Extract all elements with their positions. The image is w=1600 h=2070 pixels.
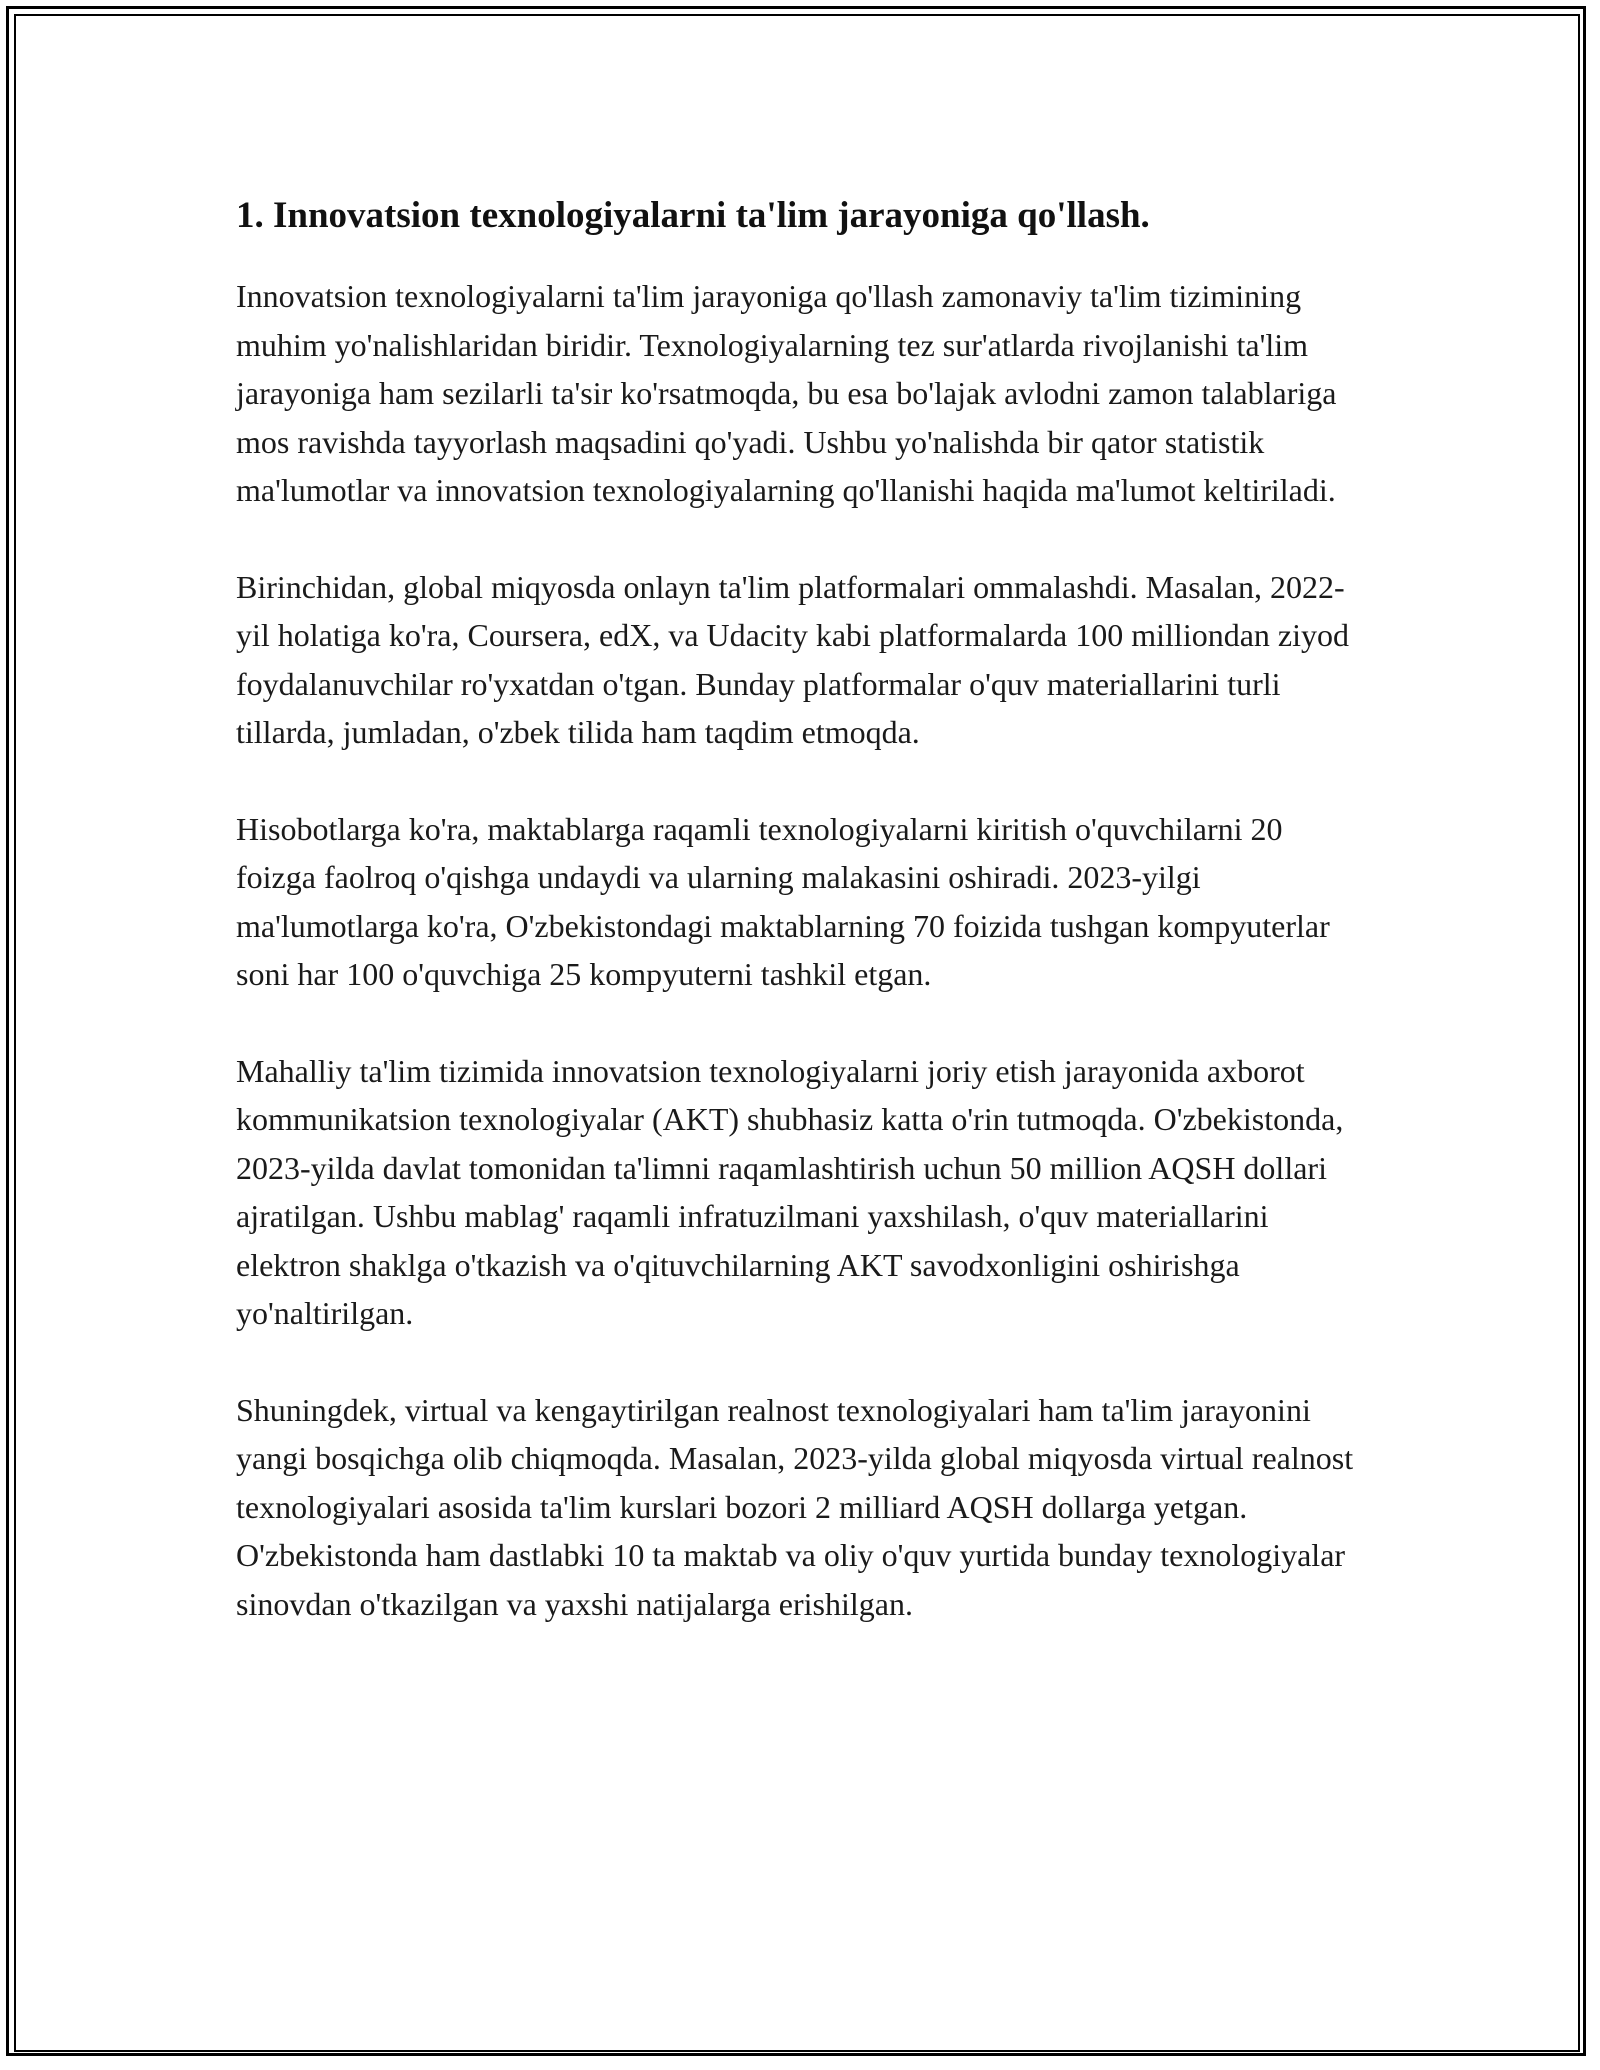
paragraph-vr-ar: Shuningdek, virtual va kengaytirilgan realnost texnologiyalari ham ta'lim jarayonini yangi bosqichga olib chiqmoqda. Masalan, 2023-yilda global miqyosda virtual realnost texnologiyalari asosida ta'lim kurslari bozori 2 milliard AQSH dollarga yetgan. O'zbekistonda ham dastlabki 10 ta maktab va oliy o'quv yurtida bunday texnologiyalar sinovdan o'tkazilgan va yaxshi natijalarga erishilgan. xyxy=(236,1391,1354,1622)
document-body xyxy=(236,188,1366,1676)
paragraph-online-platforms: Birinchidan, global miqyosda onlayn ta'lim platformalari ommalashdi. Masalan, 2022-yil holatiga ko'ra, Coursera, edX, va Udacity kabi platformalarda 100 milliondan ziyod foydalanuvchilar ro'yxatdan o'tgan. Bunday platformalar o'quv materiallarini turli tillarda, jumladan, o'zbek tilida ham taqdim etmoqda. xyxy=(236,568,1349,750)
section-heading: 1. Innovatsion texnologiyalarni ta'lim jarayoniga qo'llash. xyxy=(236,195,1150,236)
paragraph-ict-funding: Mahalliy ta'lim tizimida innovatsion texnologiyalarni joriy etish jarayonida axborot kommunikatsion texnologiyalar (AKT) shubhasiz katta o'rin tutmoqda. O'zbekistonda, 2023-yilda davlat tomonidan ta'limni raqamlashtirish uchun 50 million AQSH dollari ajratilgan. Ushbu mablag' raqamli infratuzilmani yaxshilash, o'quv materiallarini elektron shaklga o'tkazish va o'qituvchilarning AKT savodxonligini oshirishga yo'naltirilgan. xyxy=(236,1052,1344,1331)
paragraph-school-digital: Hisobotlarga ko'ra, maktablarga raqamli texnologiyalarni kiritish o'quvchilarni 20 foizga faolroq o'qishga undaydi va ularning malakasini oshiradi. 2023-yilgi ma'lumotlarga ko'ra, O'zbekistondagi maktablarning 70 foizida tushgan kompyuterlar soni har 100 o'quvchiga 25 kompyuterni tashkil etgan. xyxy=(236,810,1330,992)
paragraph-intro: Innovatsion texnologiyalarni ta'lim jarayoniga qo'llash zamonaviy ta'lim tizimining muhim yo'nalishlaridan biridir. Texnologiyalarning tez sur'atlarda rivojlanishi ta'lim jarayoniga ham sezilarli ta'sir ko'rsatmoqda, bu esa bo'lajak avlodni zamon talablariga mos ravishda tayyorlash maqsadini qo'yadi. Ushbu yo'nalishda bir qator statistik ma'lumotlar va innovatsion texnologiyalarning qo'llanishi haqida ma'lumot keltiriladi. xyxy=(236,278,1337,508)
